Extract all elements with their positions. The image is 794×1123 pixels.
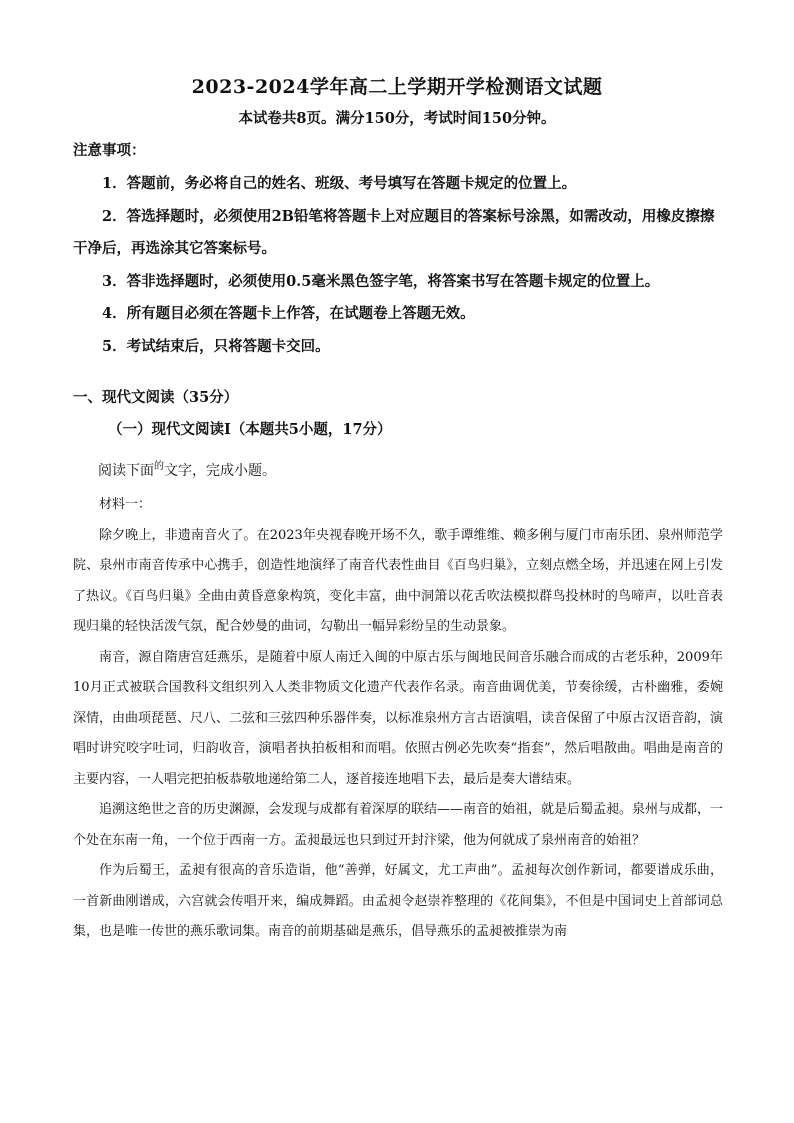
reading-instruction	[98, 457, 276, 480]
material-paragraph: 追溯这绝世之音的历史渊源，会发现与成都有着深厚的联结——南音的始祖，就是后蜀孟昶。泉州与成都，一个处在东南一角，一个位于西南一方。孟昶最远也只到过开封汴梁，他为何就成了泉州南音的始祖？	[73, 802, 724, 848]
material-paragraph: 作为后蜀王，孟昶有很高的音乐造诣，他“善弹，好属文，尤工声曲”。孟昶每次创作新词，都要谱成乐曲，一首新曲刚谱成，六宫就会传唱开来，编成舞蹈。由孟昶令赵崇祚整理的《花间集》，不但是中国词史上首部词总集，也是唯一传世的燕乐歌词集。南音的前期基础是燕乐，倡导燕乐的孟昶被推崇为南	[73, 863, 723, 939]
material-body	[73, 490, 723, 948]
page-title: 2023-2024学年高二上学期开学检测语文试题	[191, 76, 603, 98]
notice-item: 1．答题前，务必将自己的姓名、班级、考号填写在答题卡规定的位置上。	[102, 175, 577, 192]
subsection-heading: （一）现代文阅读Ⅰ（本题共5小题，17分）	[108, 421, 392, 438]
notice-list	[73, 168, 723, 363]
notice-heading: 注意事项：	[73, 142, 146, 159]
instruction-text-b: 文字，完成小题。	[164, 463, 276, 479]
instruction-text-a: 阅读下面	[98, 463, 154, 479]
notice-item: 3．答非选择题时，必须使用0.5毫米黑色签字笔，将答案书写在答题卡规定的位置上。	[102, 272, 660, 290]
material-paragraph: 除夕晚上，非遗南音火了。在2023年央视春晚开场不久，歌手谭维维、赖多俐与厦门市南乐团、泉州师范学院、泉州市南音传承中心携手，创造性地演绎了南音代表性曲目《百鸟归巢》，立刻点燃全场，并迅速在网上引发了热议。《百鸟归巢》全曲由黄昏意象构筑，变化丰富，曲中洞箫以花舌吹法模拟群鸟投林时的鸟啼声，以吐音表现归巢的轻快活泼气氛，配合妙曼的曲词，勾勒出一幅异彩纷呈的生动景象。	[73, 527, 723, 634]
material-label: 材料一：	[99, 497, 152, 512]
notice-item: 5．考试结束后，只将答题卡交回。	[102, 337, 330, 355]
notice-item: 2．答选择题时，必须使用2B铅笔将答题卡上对应题目的答案标号涂黑，如需改动，用橡皮擦擦干净后，再选涂其它答案标号。	[73, 207, 715, 257]
exam-info: 本试卷共8页。满分150分，考试时间150分钟。	[238, 110, 556, 127]
notice-item: 4．所有题目必须在答题卡上作答，在试题卷上答题无效。	[102, 305, 475, 322]
instruction-superscript: 的	[154, 461, 164, 472]
section-heading: 一、现代文阅读（35分）	[73, 389, 239, 406]
material-paragraph: 南音，源自隋唐宫廷燕乐，是随着中原人南迁入闽的中原古乐与闽地民间音乐融合而成的古老乐种，2009年10月正式被联合国教科文组织列入人类非物质文化遗产代表作名录。南音曲调优美，节奏徐缓，古朴幽雅，委婉深情，由曲项琵琶、尺八、二弦和三弦四种乐器伴奏，以标准泉州方言古语演唱，读音保留了中原古汉语音韵，演唱时讲究咬字吐词，归韵收音，演唱者执拍板相和而唱。依照古例必先吹奏“指套”，然后唱散曲。唱曲是南音的主要内容，一人唱完把拍板恭敬地递给第二人，逐首接连地唱下去，最后是奏大谱结束。	[73, 649, 724, 787]
